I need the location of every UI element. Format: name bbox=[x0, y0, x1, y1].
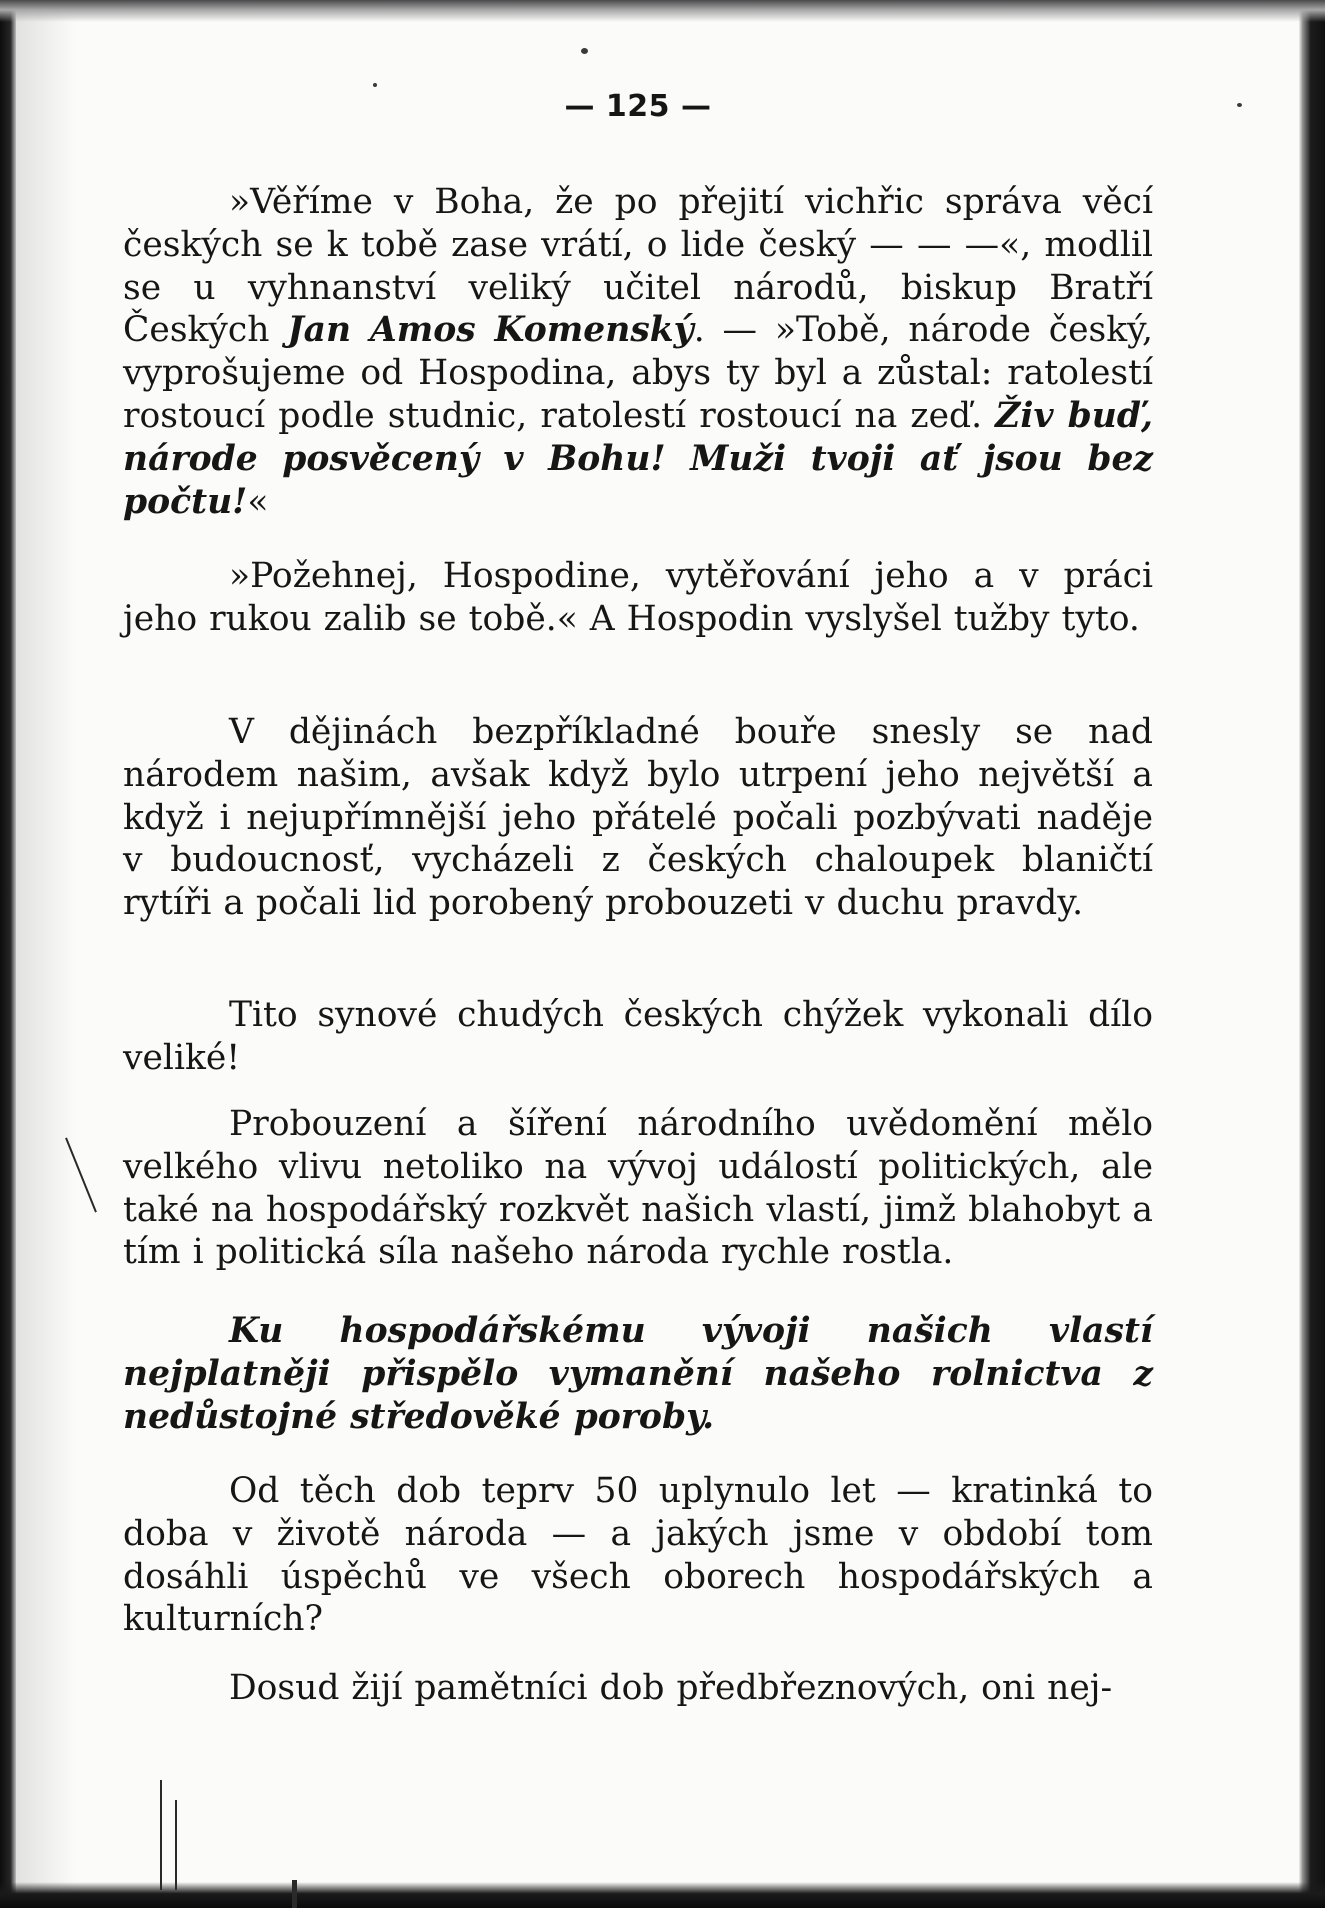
book-page bbox=[123, 0, 1153, 1908]
body-text: »Věříme v Boha, že po přejití vichřic správa věcí českých se k tobě zase vrátí, o lide český — — —«, modlil se u vyhnanství veliký učitel národů, biskup Bratří Českých bbox=[123, 182, 1153, 351]
paragraph bbox=[123, 555, 1153, 641]
emphasized-text: Ku hospodářskému vývoji našich vlastí nejplatněji přispělo vymanění našeho rolnictva z nedůstojné středověké poroby. bbox=[123, 1311, 1153, 1437]
paragraph bbox=[123, 1103, 1153, 1274]
gutter-shadow bbox=[16, 0, 76, 1908]
paragraph bbox=[123, 994, 1153, 1080]
body-text: Probouzení a šíření národního uvědomění mělo velkého vlivu netoliko na vývoj událostí politických, ale také na hospodářský rozkvět našich vlastí, jimž blahobyt a tím i politická síla našeho národa rychle rostla. bbox=[123, 1104, 1153, 1273]
body-text: Od těch dob teprv 50 uplynulo let — kratinká to doba v životě národa — a jakých jsme v období tom dosáhli úspěchů ve všech oborech hospodářských a kulturních? bbox=[123, 1471, 1153, 1640]
paragraph bbox=[123, 1667, 1153, 1710]
right-scan-border bbox=[1299, 0, 1325, 1908]
body-text: V dějinách bezpříkladné bouře snesly se nad národem našim, avšak když bylo utrpení jeho největší a když i nejupřímnější jeho přátelé počali pozbývati naděje v budoucnosť, vycházeli z českých chaloupek blaničtí rytíři a počali lid porobený probouzeti v duchu pravdy. bbox=[123, 712, 1153, 924]
paragraph bbox=[123, 711, 1153, 925]
page-number: — 125 — bbox=[564, 89, 712, 124]
paragraph bbox=[123, 1470, 1153, 1641]
left-scan-border bbox=[0, 0, 16, 1908]
paragraph bbox=[123, 181, 1153, 523]
body-text: Dosud žijí pamětníci dob předbřeznových, oni nej- bbox=[229, 1668, 1113, 1708]
body-text: Tito synové chudých českých chýžek vykonali dílo veliké! bbox=[123, 995, 1153, 1078]
paragraph-emphasis bbox=[123, 1310, 1153, 1438]
body-text: »Požehnej, Hospodine, vytěřování jeho a v práci jeho rukou zalib se tobě.« A Hospodin vyslyšel tužby tyto. bbox=[123, 556, 1153, 639]
ink-speck bbox=[1237, 103, 1242, 107]
body-text: . — »Tobě, národe český, vyprošujeme od Hospodina, abys ty byl a zůstal: ratolestí rostoucí podle studnic, ratolestí rostoucí na zeď. bbox=[123, 310, 1153, 436]
emphasized-text: Jan Amos Komenský bbox=[287, 310, 694, 351]
emphasized-text: Živ buď, národe posvěcený v Bohu! Muži tvoji ať jsou bez počtu! bbox=[123, 395, 1153, 522]
body-text: « bbox=[247, 481, 269, 522]
